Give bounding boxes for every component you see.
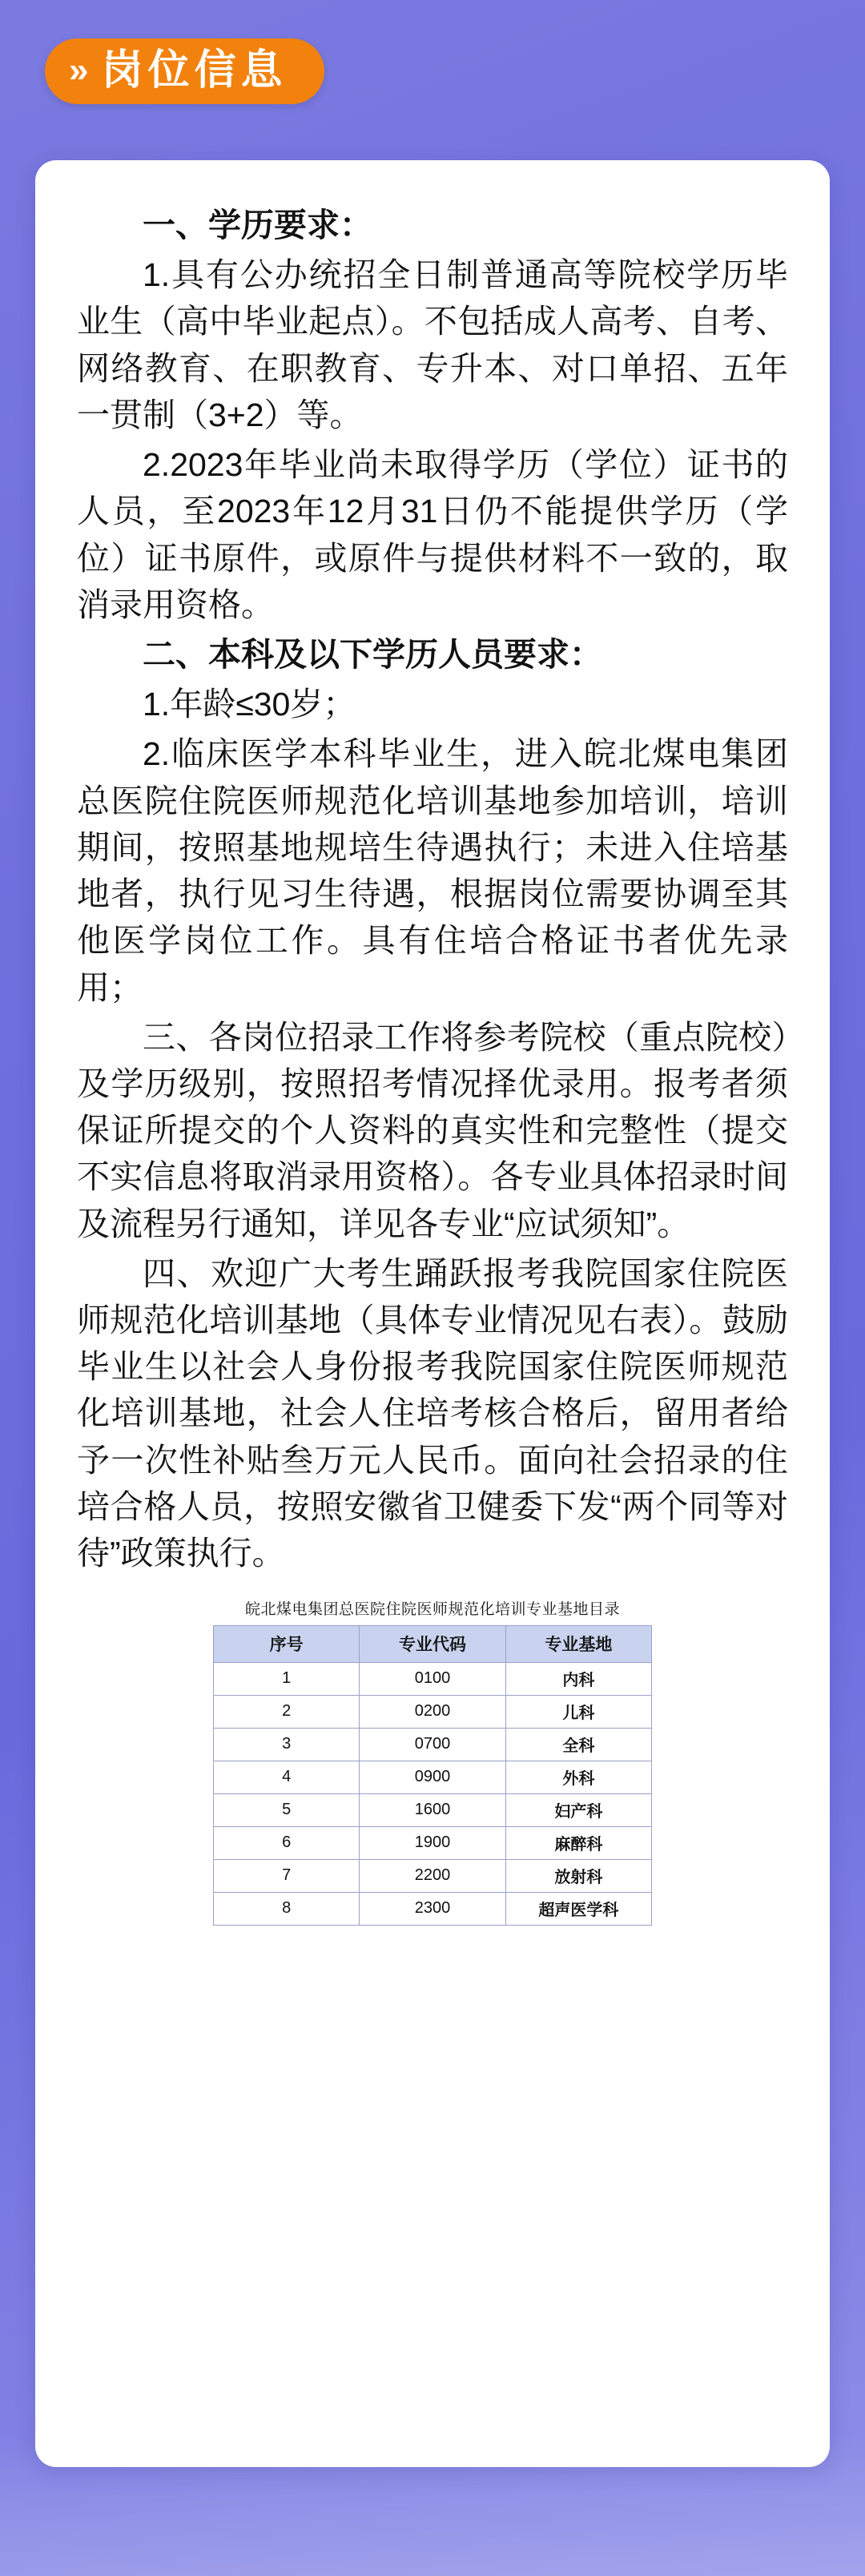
table-cell-code: 0700: [360, 1729, 505, 1761]
table-cell-code: 1600: [360, 1794, 505, 1827]
table-cell-code: 1900: [360, 1827, 505, 1860]
page-title: 岗位信息: [101, 47, 288, 94]
table-row: [214, 1696, 652, 1729]
table-row: [214, 1663, 652, 1696]
paragraph: 二、本科及以下学历人员要求：: [143, 635, 602, 673]
content-card: [35, 160, 830, 2467]
training-base-table: [213, 1625, 652, 1926]
table-cell-index: 8: [214, 1893, 360, 1926]
table-cell-index: 7: [214, 1860, 360, 1893]
section-header-badge: [45, 38, 324, 104]
table-cell-name: 内科: [505, 1663, 651, 1696]
table-cell-name: 麻醉科: [505, 1827, 651, 1860]
training-base-table-block: [77, 1597, 788, 1926]
table-cell-index: 4: [214, 1761, 360, 1794]
content-card-inner: [35, 160, 830, 1958]
table-header-cell: 序号: [214, 1626, 360, 1663]
table-cell-name: 妇产科: [505, 1794, 651, 1827]
table-cell-code: 0200: [360, 1696, 505, 1729]
paragraph: 1.年龄≤30岁；: [143, 686, 356, 723]
paragraph: 三、各岗位招录工作将参考院校（重点院校）及学历级别，按照招考情况择优录用。报考者须保证所提交的个人资料的真实性和完整性（提交不实信息将取消录用资格）。各专业具体招录时间及流程另行通知，详见各专业“应试须知”。: [77, 1018, 788, 1242]
table-cell-code: 2300: [360, 1893, 505, 1926]
table-header-cell: 专业代码: [360, 1626, 505, 1663]
table-row: [214, 1860, 652, 1893]
table-cell-code: 0100: [360, 1663, 505, 1696]
table-cell-code: 0900: [360, 1761, 505, 1794]
paragraph: 四、欢迎广大考生踊跃报考我院国家住院医师规范化培训基地（具体专业情况见右表）。鼓励毕业生以社会人身份报考我院国家住院医师规范化培训基地，社会人住培考核合格后，留用者给予一次性补贴叁万元人民币。面向社会招录的住培合格人员，按照安徽省卫健委下发“两个同等对待”政策执行。: [77, 1254, 788, 1572]
paragraph: 1.具有公办统招全日制普通高等院校学历毕业生（高中毕业起点）。不包括成人高考、自考、网络教育、在职教育、专升本、对口单招、五年一贯制（3+2）等。: [77, 256, 788, 433]
table-cell-index: 6: [214, 1827, 360, 1860]
double-chevron-right-icon: »: [69, 50, 84, 90]
table-cell-name: 外科: [505, 1761, 651, 1794]
table-cell-index: 1: [214, 1663, 360, 1696]
paragraph: 一、学历要求：: [143, 207, 372, 244]
table-cell-name: 儿科: [505, 1696, 651, 1729]
table-row: [214, 1794, 652, 1827]
table-cell-code: 2200: [360, 1860, 505, 1893]
paragraph: 2.2023年毕业尚未取得学历（学位）证书的人员，至2023年12月31日仍不能提供学历（学位）证书原件，或原件与提供材料不一致的，取消录用资格。: [77, 446, 788, 623]
table-cell-name: 全科: [505, 1729, 651, 1761]
table-header-cell: 专业基地: [505, 1626, 651, 1663]
table-header-row: [214, 1626, 652, 1663]
table-cell-index: 3: [214, 1729, 360, 1761]
table-row: [214, 1761, 652, 1794]
table-row: [214, 1893, 652, 1926]
table-cell-name: 放射科: [505, 1860, 651, 1893]
paragraph: 2.临床医学本科毕业生，进入皖北煤电集团总医院住院医师规范化培训基地参加培训，培训期间，按照基地规培生待遇执行；未进入住培基地者，执行见习生待遇，根据岗位需要协调至其他医学岗位工作。具有住培合格证书者优先录用；: [77, 735, 788, 1006]
table-cell-name: 超声医学科: [505, 1893, 651, 1926]
table-cell-index: 2: [214, 1696, 360, 1729]
table-cell-index: 5: [214, 1794, 360, 1827]
table-caption: 皖北煤电集团总医院住院医师规范化培训专业基地目录: [244, 1601, 620, 1619]
table-row: [214, 1827, 652, 1860]
table-row: [214, 1729, 652, 1761]
